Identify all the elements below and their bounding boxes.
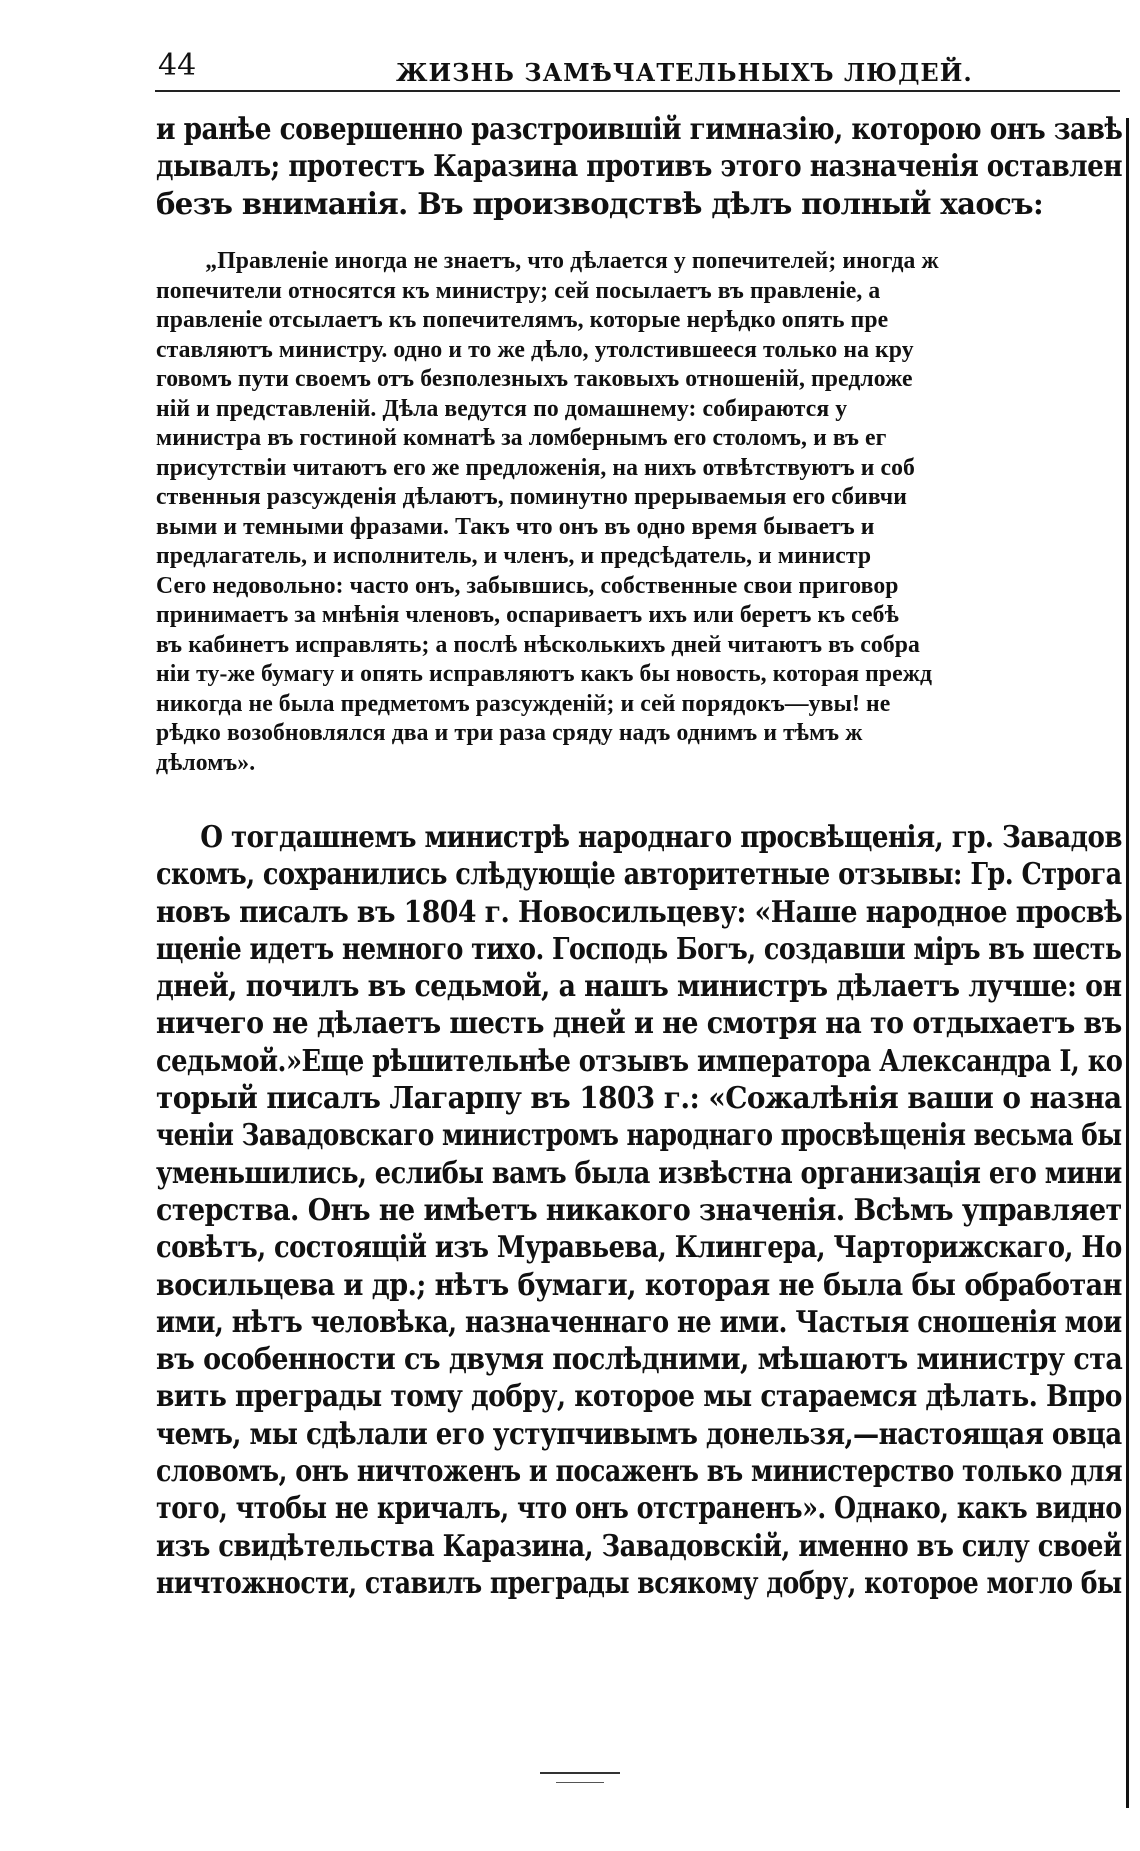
quote-line: никогда не была предметомъ разсужденій; и сей порядокъ—увы! не [156,690,891,717]
text-line: и ранѣе совершенно разстроившій гимназію, которою онъ завѣ [156,111,1123,146]
bottom-rule [540,1772,620,1774]
paragraph-1 [156,110,1136,222]
text-line: того, чтобы не кричалъ, что онъ отстраненъ». Однако, какъ видно [156,1490,1122,1526]
quote-line: въ кабинетъ исправлять; а послѣ нѣсколькихъ дней читаютъ въ собра [156,631,920,658]
page-number: 44 [158,48,197,83]
text-line: вить преграды тому добру, которое мы стараемся дѣлать. Впро [156,1378,1122,1414]
quote-line: присутствіи читаютъ его же предложенія, на нихъ отвѣтствуютъ и соб [156,454,915,481]
text-line: ничего не дѣлаетъ шесть дней и не смотря на то отдыхаетъ въ [156,1005,1122,1041]
text-line: О тогдашнемъ министрѣ народнаго просвѣщенія, гр. Завадов [200,819,1123,854]
quote-line: выми и темными фразами. Такъ что онъ въ одно время бываетъ и [156,513,875,540]
text-line: словомъ, онъ ничтоженъ и посаженъ въ министерство только для [156,1453,1123,1489]
page-header [158,48,1120,96]
text-line: скомъ, сохранились слѣдующіе авторитетные отзывы: Гр. Строга [156,856,1122,892]
text-line: уменьшились, еслибы вамъ была извѣстна организація его мини [156,1154,1122,1190]
text-line: дывалъ; протестъ Каразина противъ этого назначенія оставлен [156,148,1123,184]
text-line: дней, почилъ въ седьмой, а нашъ министръ дѣлаетъ лучше: он [156,968,1122,1004]
header-rule [155,90,1120,92]
bottom-rule-short [556,1782,604,1783]
text-line: чемъ, мы сдѣлали его уступчивымъ донельзя,—настоящая овца [156,1415,1122,1451]
text-line: ченіи Завадовскаго министромъ народнаго просвѣщенія весьма бы [156,1117,1122,1153]
text-line: торый писалъ Лагарпу въ 1803 г.: «Сожалѣнія ваши о назна [156,1080,1122,1116]
quote-line: ставляютъ министру. одно и то же дѣло, утолстившееся только на кру [156,336,914,363]
quote-line: рѣдко возобновлялся два и три раза сряду надъ однимъ и тѣмъ ж [156,720,863,746]
quote-block [156,247,1136,778]
quote-line: ніи ту-же бумагу и опять исправляютъ какъ бы новость, которая прежд [156,661,933,687]
quote-line: правленіе отсылаетъ къ попечителямъ, которые нерѣдко опять пре [156,307,889,333]
text-line: изъ свидѣтельства Каразина, Завадовскій, именно въ силу своей [156,1527,1122,1563]
quote-line: „Правленіе иногда не знаетъ, что дѣлается у попечителей; иногда ж [205,248,939,274]
quote-line: предлагатель, и исполнитель, и членъ, и предсѣдатель, и министр [156,543,872,569]
text-line: въ особенности съ двумя послѣдними, мѣшаютъ министру ста [156,1341,1123,1377]
quote-line: Сего недовольно: часто онъ, забывшись, собственные свои приговор [156,572,899,599]
paragraph-2 [156,818,1136,1601]
text-line: ничтожности, ставилъ преграды всякому добру, которое могло бы [156,1564,1122,1600]
text-line: стерства. Онъ не имѣетъ никакого значенія. Всѣмъ управляет [156,1191,1122,1227]
quote-line: принимаетъ за мнѣнія членовъ, оспариваетъ ихъ или беретъ къ себѣ [156,602,899,628]
quote-line: попечители относятся къ министру; сей посылаетъ въ правленіе, а [156,277,881,304]
text-line: седьмой.»Еще рѣшительнѣе отзывъ императора Александра I, ко [156,1042,1123,1078]
text-line: ими, нѣтъ человѣка, назначеннаго не ими. Частыя сношенія мои [156,1303,1122,1339]
quote-line: ній и представленій. Дѣла ведутся по домашнему: собираются у [156,395,848,422]
text-line: новъ писалъ въ 1804 г. Новосильцеву: «Наше народное просвѣ [156,893,1123,929]
quote-line: ственныя разсужденія дѣлаютъ, поминутно прерываемыя его сбивчи [156,484,907,510]
text-line: безъ вниманія. Въ производствѣ дѣлъ полный хаосъ: [156,185,1044,221]
quote-line: дѣломъ». [156,749,256,776]
running-head: ЖИЗНЬ ЗАМѢЧАТЕЛЬНЫХЪ ЛЮДЕЙ. [396,58,973,87]
page-edge-shadow [1126,118,1139,1808]
text-line: восильцева и др.; нѣтъ бумаги, которая не была бы обработан [156,1266,1122,1302]
text-line: щеніе идетъ немного тихо. Господь Богъ, создавши міръ въ шесть [156,930,1122,966]
quote-line: говомъ пути своемъ отъ безполезныхъ таковыхъ отношеній, предложе [156,366,913,392]
text-line: совѣтъ, состоящій изъ Муравьева, Клингера, Чарторижскаго, Но [156,1229,1122,1265]
quote-line: министра въ гостиной комнатѣ за ломбернымъ его столомъ, и въ ег [156,425,887,451]
